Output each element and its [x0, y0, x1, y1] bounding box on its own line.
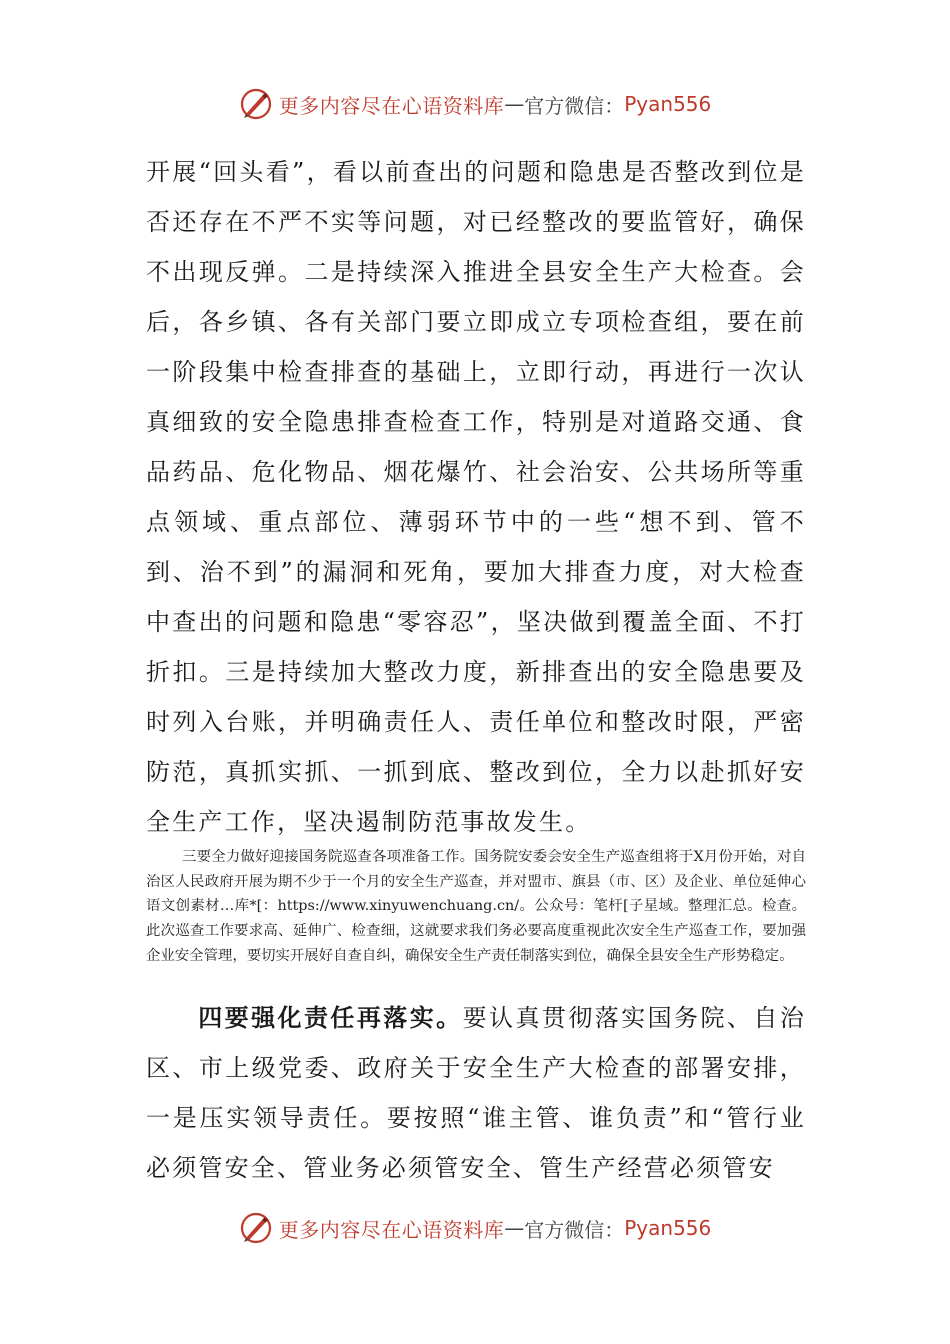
- paragraph-3-lead: 四要强化责任再落实。: [198, 1003, 463, 1032]
- banner-slogan: 更多内容尽在心语资料库: [278, 93, 505, 118]
- body-paragraph-3: [146, 993, 806, 1193]
- pen-in-circle-logo-icon: [239, 87, 273, 121]
- footer-banner: [0, 1208, 950, 1248]
- banner-wechat-label: 官方微信：: [524, 93, 625, 118]
- banner-wechat-id: Pyan556: [624, 92, 712, 116]
- banner-wechat-label: 官方微信：: [524, 1217, 625, 1242]
- pen-in-circle-logo-icon: [239, 1211, 273, 1245]
- banner-wechat-id: Pyan556: [624, 1216, 712, 1240]
- body-paragraph-1: 开展“回头看”，看以前查出的问题和隐患是否整改到位是否还存在不严不实等问题，对已经整改的要监管好，确保不出现反弹。二是持续深入推进全县安全生产大检查。会后，各乡镇、各有关部门要立即成立专项检查组，要在前一阶段集中检查排查的基础上，立即行动，再进行一次认真细致的安全隐患排查检查工作，特别是对道路交通、食品药品、危化物品、烟花爆竹、社会治安、公共场所等重点领域、重点部位、薄弱环节中的一些“想不到、管不到、治不到”的漏洞和死角，要加大排查力度，对大检查中查出的问题和隐患“零容忍”，坚决做到覆盖全面、不打折扣。三是持续加大整改力度，新排查出的安全隐患要及时列入台账，并明确责任人、责任单位和整改时限，严密防范，真抓实抓、一抓到底、整改到位，全力以赴抓好安全生产工作，坚决遏制防范事故发生。: [146, 158, 806, 836]
- paragraph-3-text: 要认真贯彻落实国务院、自治区、市上级党委、政府关于安全生产大检查的部署安排，一是压实领导责任。要按照“谁主管、谁负责”和“管行业必须管安全、管业务必须管安全、管生产经营必须管安: [146, 1004, 806, 1182]
- banner-separator: —: [504, 1216, 525, 1240]
- body-paragraph-2: 三要全力做好迎接国务院巡查各项准备工作。国务院安委会安全生产巡查组将于X月份开始，对自治区人民政府开展为期不少于一个月的安全生产巡查，并对盟市、旗县（市、区）及企业、单位延伸心语文创素材…库*[：https://www.xinyuwenchuang.cn/。公众号：笔杆[子星域。整理汇总。检查。此次巡查工作要求高、延伸广、检查细，这就要求我们务必要高度重视此次安全生产巡查工作，要加强企业安全管理，要切实开展好自查自纠，确保安全生产责任制落实到位，确保全县安全生产形势稳定。: [146, 849, 806, 964]
- header-banner: [0, 84, 950, 124]
- banner-separator: —: [504, 92, 525, 116]
- banner-slogan: 更多内容尽在心语资料库: [278, 1217, 505, 1242]
